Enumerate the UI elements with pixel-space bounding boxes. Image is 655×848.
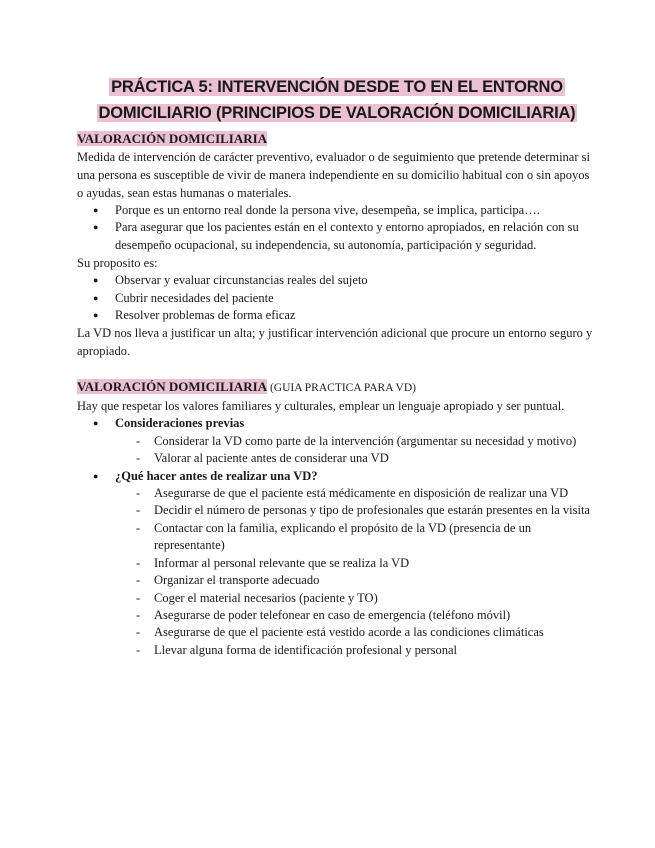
title-line-2: DOMICILIARIO (PRINCIPIOS DE VALORACIÓN DOMICILIARIA) (98, 104, 576, 122)
list-item: - Asegurarse de que el paciente está vestido acorde a las condiciones climáticas (136, 625, 544, 640)
group-considerations: ● Consideraciones previas - Considerar la VD como parte de la intervención (argumentar su necesidad y motivo) - Valorar al paciente antes de considerar una VD (115, 415, 597, 467)
group-2-title: ¿Qué hacer antes de realizar una VD? (115, 468, 318, 483)
section-1-heading (77, 130, 597, 148)
list-item: - Contactar con la familia, explicando el propósito de la VD (presencia de un representante) (136, 520, 532, 553)
group-1-items (115, 433, 597, 468)
list-item: - Considerar la VD como parte de la intervención (argumentar su necesidad y motivo) (136, 433, 577, 448)
section-2-intro: Hay que respetar los valores familiares y culturales, emplear un lenguaje apropiado y ser puntual. (77, 399, 565, 414)
section-1-closing: La VD nos lleva a justificar un alta; y justificar intervención adicional que procure un entorno seguro y apropiado. (77, 326, 593, 359)
list-item: - Llevar alguna forma de identificación profesional y personal (136, 642, 458, 657)
list-item: - Asegurarse de que el paciente está médicamente en disposición de realizar una VD (136, 486, 569, 501)
section-1-bullets (77, 202, 597, 254)
section-1-intro: Medida de intervención de carácter preventivo, evaluador o de seguimiento que pretende determinar si una persona es susceptible de vivir de manera independiente en su domicilio habitual con o sin apoyos o ayudas, sean estas humanas o materiales. (77, 150, 590, 200)
list-item: - Asegurarse de poder telefonear en caso de emergencia (teléfono móvil) (136, 607, 511, 622)
list-item: ● Para asegurar que los pacientes están en el contexto y entorno apropiados, en relación con su desempeño ocupacional, su independencia, su autonomía, participación y seguridad. (93, 220, 579, 252)
group-before-vd: ● ¿Qué hacer antes de realizar una VD? - Asegurarse de que el paciente está médicamente en disposición de realizar una VD - Decidir el número de personas y tipo de profesionales que estarán presentes en la visita - Contactar con la familia, explicando el propósito de la VD (presencia de un representante) - Informar al personal relevante que se realiza la VD - Organizar el transporte adecuado - Coger el material necesarios (paciente y TO) - Asegurarse de poder telefonear en caso de emergencia (teléfono móvil) - Asegurarse de que el paciente está vestido acorde a las condiciones climáticas - Llevar alguna forma de identificación profesional y personal (115, 468, 597, 659)
list-item: - Informar al personal relevante que se realiza la VD (136, 555, 410, 570)
section-2-heading (77, 378, 597, 397)
list-item: ● Porque es un entorno real donde la persona vive, desempeña, se implica, participa…. (93, 203, 540, 217)
section-2-heading-text: VALORACIÓN DOMICILIARIA (77, 379, 268, 395)
list-item: - Organizar el transporte adecuado (136, 573, 320, 588)
list-item: ● Resolver problemas de forma eficaz (93, 308, 296, 323)
purpose-label: Su proposito es: (77, 256, 158, 271)
purpose-list (77, 272, 597, 324)
list-item: ● Observar y evaluar circunstancias reales del sujeto (93, 273, 368, 288)
section-2-heading-suffix: (GUIA PRACTICA PARA VD) (267, 382, 416, 395)
group-1-title: Consideraciones previas (115, 416, 245, 431)
list-item: ● Cubrir necesidades del paciente (93, 290, 274, 305)
title-line-1: PRÁCTICA 5: INTERVENCIÓN DESDE TO EN EL ENTORNO (111, 78, 563, 96)
list-item: - Decidir el número de personas y tipo de profesionales que estarán presentes en la visita (136, 503, 590, 518)
section-1-heading-text: VALORACIÓN DOMICILIARIA (77, 131, 268, 146)
section-2-groups (77, 415, 597, 659)
list-item: - Coger el material necesarios (paciente y TO) (136, 590, 378, 605)
document-page (77, 74, 597, 659)
group-2-items (115, 485, 597, 659)
list-item: - Valorar al paciente antes de considerar una VD (136, 451, 389, 466)
page-title (77, 74, 597, 126)
